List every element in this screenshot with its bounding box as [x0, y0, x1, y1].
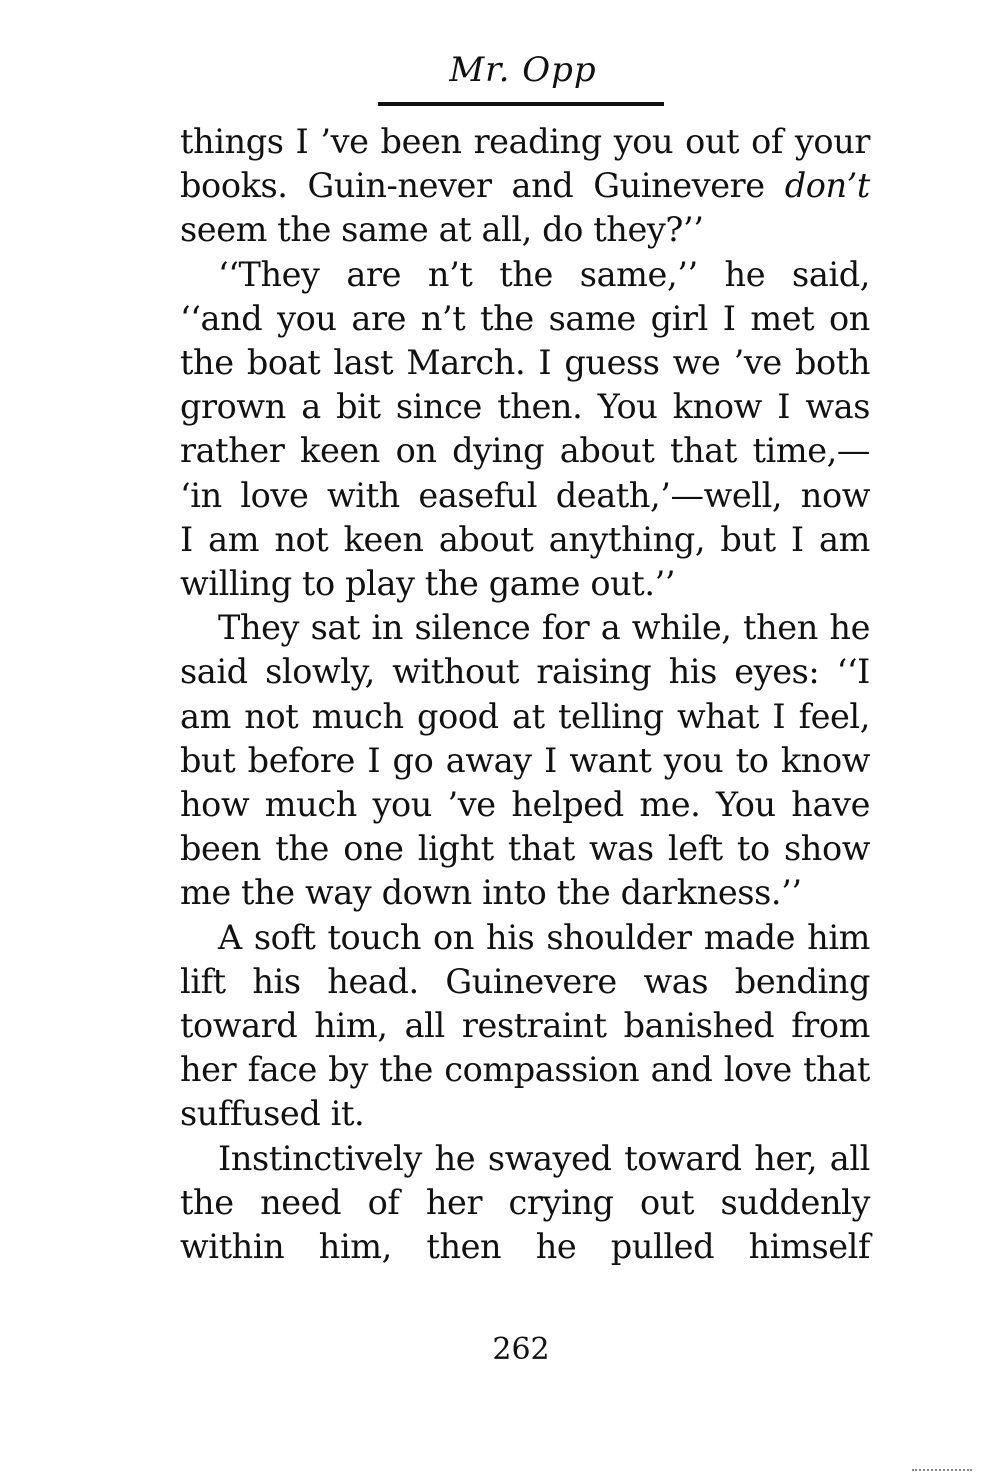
text-line-segment: books. Guin-never and Guinevere — [180, 166, 785, 206]
text-line: am not much good at telling what I feel, — [180, 696, 870, 736]
scan-corner-mark — [912, 1469, 972, 1473]
text-line: lift his head. Guinevere was bending — [180, 961, 870, 1001]
text-line: within him, then he pulled himself — [180, 1227, 870, 1267]
text-line: been the one light that was left to show — [180, 829, 870, 869]
paragraph-4 — [180, 916, 870, 1137]
text-line: suffused it. — [180, 1094, 365, 1134]
paragraph-5 — [180, 1137, 870, 1270]
text-line: I am not keen about anything, but I am — [180, 519, 870, 559]
text-line: but before I go away I want you to know — [180, 740, 870, 780]
text-line: her face by the compassion and love that — [180, 1050, 870, 1090]
text-line: grown a bit since then. You know I was — [180, 387, 870, 427]
text-line: toward him, all restraint banished from — [180, 1006, 870, 1046]
paragraph-1 — [180, 120, 870, 253]
body-text — [180, 120, 870, 1269]
text-line: me the way down into the darkness.’’ — [180, 873, 802, 913]
text-line: the boat last March. I guess we ’ve both — [180, 343, 870, 383]
italic-word: don’t — [784, 166, 870, 206]
text-line: Instinctively he swayed toward her, all — [218, 1138, 870, 1178]
paragraph-3 — [180, 606, 870, 915]
paragraph-2 — [180, 253, 870, 607]
text-line: things I ’ve been reading you out of your — [180, 122, 870, 161]
header-rule — [378, 102, 664, 106]
book-page — [180, 50, 870, 1450]
running-head: Mr. Opp — [449, 50, 597, 90]
text-line: how much you ’ve helped me. You have — [180, 785, 870, 825]
text-line: seem the same at all, do they?’’ — [180, 210, 704, 250]
text-line: willing to play the game out.’’ — [180, 564, 676, 604]
text-line: the need of her crying out suddenly — [180, 1182, 870, 1222]
text-line: rather keen on dying about that time,— — [180, 431, 870, 471]
text-line: They sat in silence for a while, then he — [218, 608, 870, 648]
text-line: A soft touch on his shoulder made him — [218, 917, 870, 957]
text-line — [180, 164, 870, 208]
text-line: ‘in love with easeful death,’—well, now — [180, 475, 870, 515]
text-line: said slowly, without raising his eyes: ‘‘I — [180, 652, 870, 692]
page-number: 262 — [492, 1332, 550, 1367]
text-line: ‘‘and you are n’t the same girl I met on — [180, 298, 870, 338]
text-line: ‘‘They are n’t the same,’’ he said, — [218, 254, 870, 294]
